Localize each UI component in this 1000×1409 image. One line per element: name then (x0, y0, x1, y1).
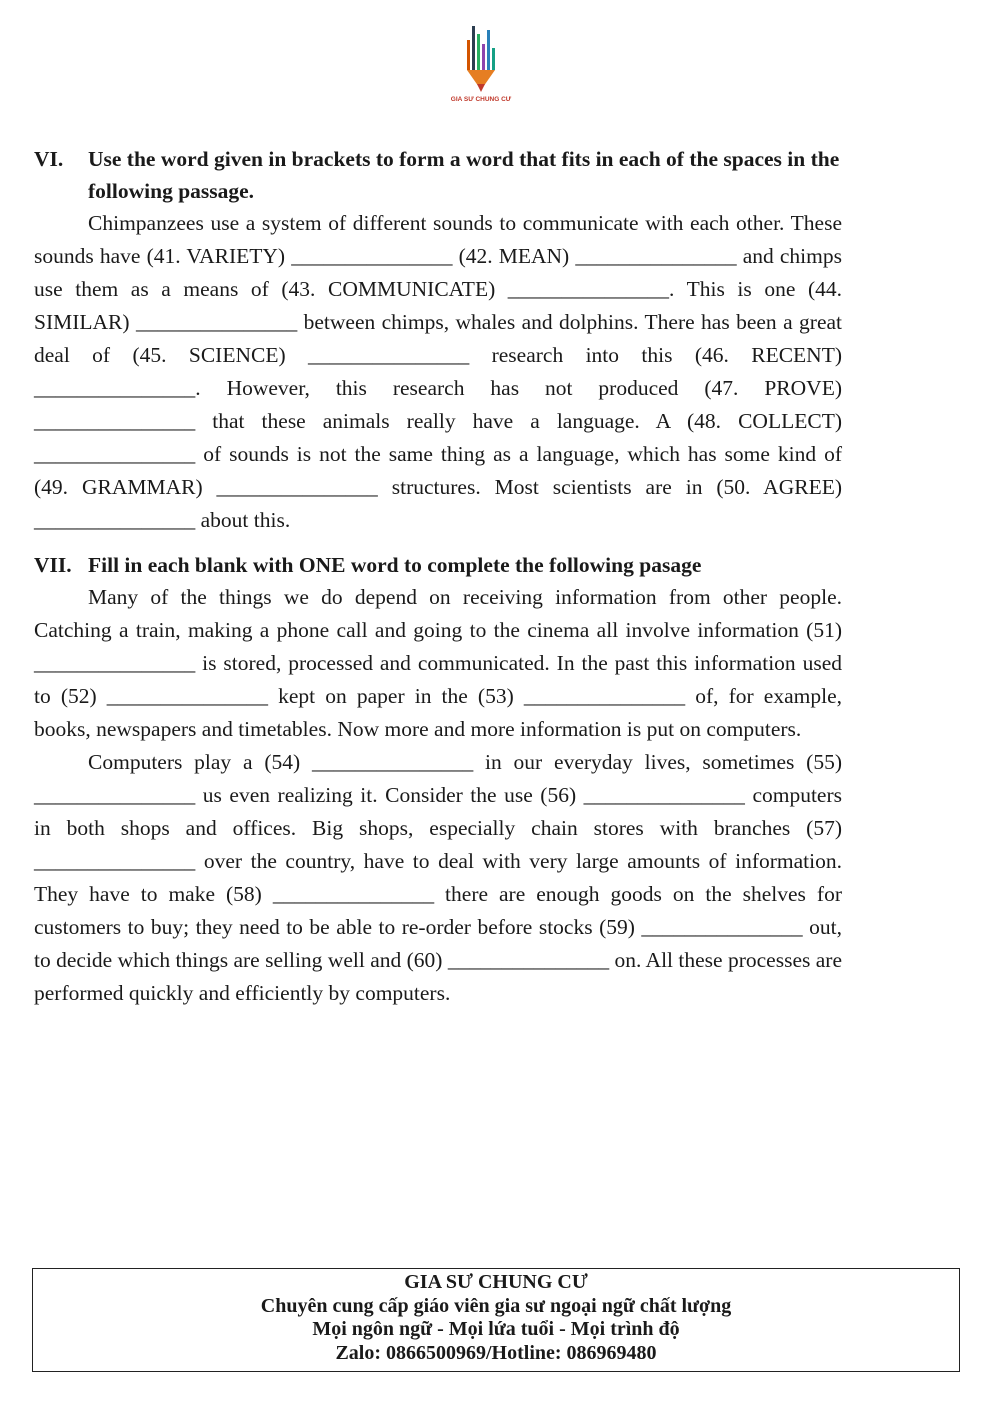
footer-audience: Mọi ngôn ngữ - Mọi lứa tuổi - Mọi trình độ (312, 1318, 680, 1340)
footer-tagline: Chuyên cung cấp giáo viên gia sư ngoại ngữ chất lượng (260, 1294, 732, 1317)
section-7-heading (34, 549, 842, 581)
section-7-instruction: Fill in each blank with ONE word to complete the following pasage (88, 553, 702, 577)
pencil-bars-icon (463, 18, 499, 94)
section-6-heading (34, 143, 842, 207)
logo-caption: GIA SƯ CHUNG CƯ (450, 96, 512, 103)
worksheet-content (34, 143, 842, 1010)
footer-contact: Zalo: 0866500969/Hotline: 086969480 (335, 1341, 657, 1364)
section-6-number: VI. (34, 147, 64, 171)
brand-logo (446, 18, 516, 110)
section-7-passage-1: Many of the things we do depend on receiving information from other people. Catching a train, making a phone call and going to the cinema all involve information (51) _______________ is stored, processed and communicated. In the past this information used to (52) _______________ kept on paper in the (53) _______________ of, for example, books, newspapers and timetables. Now more and more information is put on computers. (34, 585, 842, 741)
section-6-instruction: Use the word given in brackets to form a word that fits in each of the spaces in the following passage. (88, 147, 840, 203)
section-7-passage-2: Computers play a (54) _______________ in our everyday lives, sometimes (55) _______________ us even realizing it. Consider the use (56) _______________ computers in both shops and offices. Big shops, especially chain stores with branches (57) _______________ over the country, have to deal with very large amounts of information. They have to make (58) _______________ there are enough goods on the shelves for customers to buy; they need to be able to re-order before stocks (59) _______________ out, to decide which things are selling well and (60) _______________ on. All these processes are performed quickly and efficiently by computers. (34, 750, 842, 1005)
contact-footer (32, 1268, 960, 1372)
section-6-passage: Chimpanzees use a system of different sounds to communicate with each other. These sounds have (41. VARIETY) _______________ (42. MEAN) _______________ and chimps use them as a means of (43. COMMUNICATE) _______________. This is one (44. SIMILAR) _______________ between chimps, whales and dolphins. There has been a great deal of (45. SCIENCE) _______________ research into this (46. RECENT) _______________. However, this research has not produced (47. PROVE) _______________ that these animals really have a language. A (48. COLLECT) _______________ of sounds is not the same thing as a language, which has some kind of (49. GRAMMAR) _______________ structures. Most scientists are in (50. AGREE) _______________ about this. (34, 211, 842, 532)
footer-brand: GIA SƯ CHUNG CƯ (404, 1271, 588, 1293)
section-7-number: VII. (34, 553, 72, 577)
